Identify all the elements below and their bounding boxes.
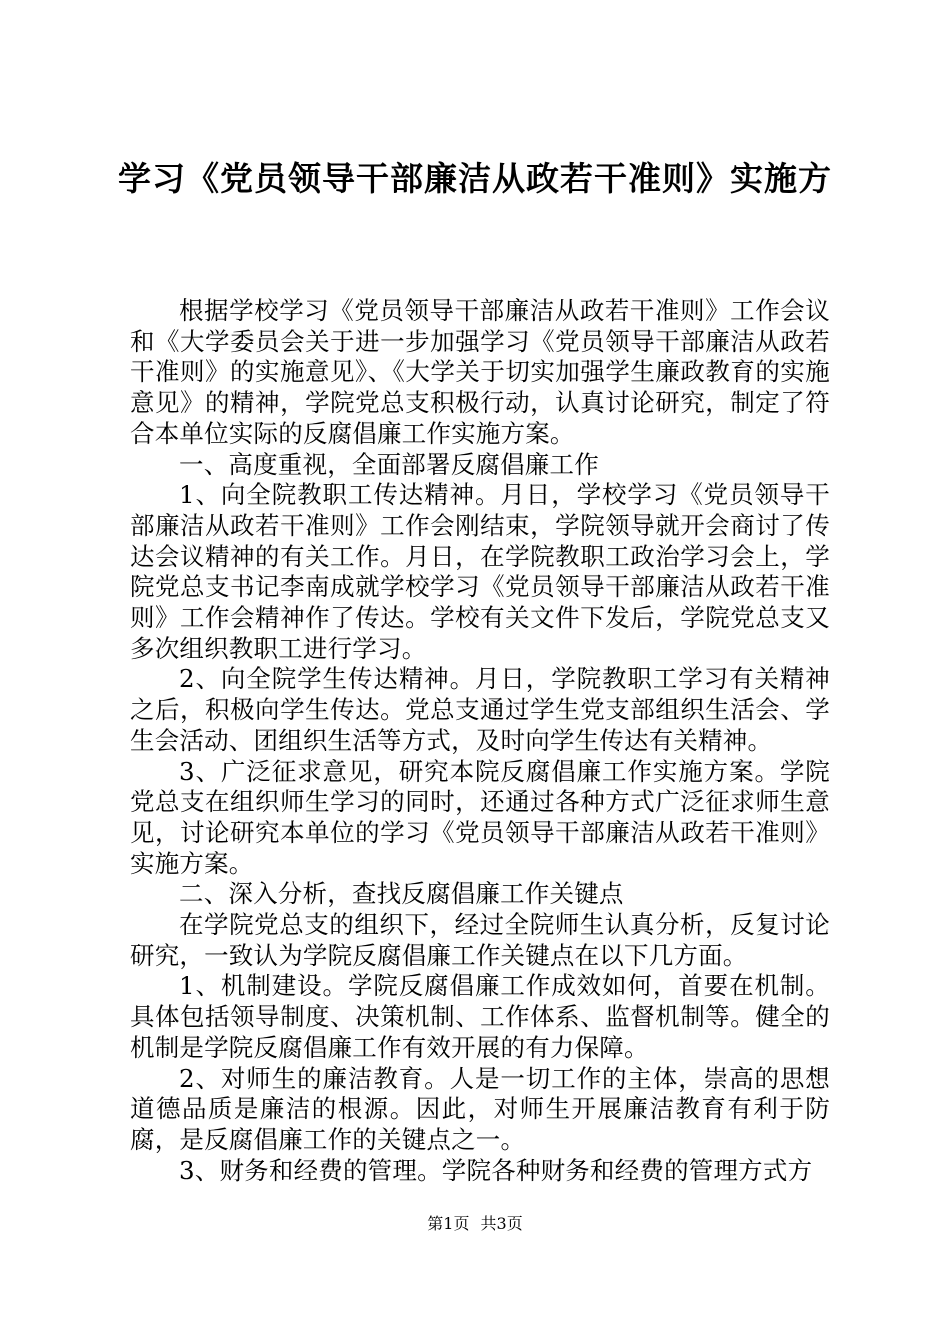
paragraph-1-2: 2、向全院学生传达精神。月日，学院教职工学习有关精神之后，积极向学生传达。党总支通过学生党支部组织生活会、学生会活动、团组织生活等方式，及时向学生传达有关精神。 xyxy=(130,664,830,755)
paragraph-2-1: 1、机制建设。学院反腐倡廉工作成效如何，首要在机制。具体包括领导制度、决策机制、工作体系、监督机制等。健全的机制是学院反腐倡廉工作有效开展的有力保障。 xyxy=(130,971,830,1062)
section-heading-1: 一、高度重视，全面部署反腐倡廉工作 xyxy=(179,449,599,479)
document-title: 学习《党员领导干部廉洁从政若干准则》实施方 xyxy=(118,159,832,198)
page-total: 共3页 xyxy=(480,1214,523,1233)
document-body xyxy=(130,296,830,1186)
paragraph-2-3: 3、财务和经费的管理。学院各种财务和经费的管理方式方 xyxy=(179,1155,813,1185)
paragraph-2-intro: 在学院党总支的组织下，经过全院师生认真分析，反复讨论研究，一致认为学院反腐倡廉工作关键点在以下几方面。 xyxy=(130,910,830,970)
paragraph-1-1: 1、向全院教职工传达精神。月日，学校学习《党员领导干部廉洁从政若干准则》工作会刚结束，学院领导就开会商讨了传达会议精神的有关工作。月日，在学院教职工政治学习会上，学院党总支书记李南成就学校学习《党员领导干部廉洁从政若干准则》工作会精神作了传达。学校有关文件下发后，学院党总支又多次组织教职工进行学习。 xyxy=(130,480,830,663)
paragraph-1-3: 3、广泛征求意见，研究本院反腐倡廉工作实施方案。学院党总支在组织师生学习的同时，还通过各种方式广泛征求师生意见，讨论研究本单位的学习《党员领导干部廉洁从政若干准则》实施方案。 xyxy=(130,756,830,878)
page-footer xyxy=(0,1214,950,1234)
paragraph-intro: 根据学校学习《党员领导干部廉洁从政若干准则》工作会议和《大学委员会关于进一步加强学习《党员领导干部廉洁从政若干准则》的实施意见》、《大学关于切实加强学生廉政教育的实施意见》的精神，学院党总支积极行动，认真讨论研究，制定了符合本单位实际的反腐倡廉工作实施方案。 xyxy=(130,296,830,448)
section-heading-2: 二、深入分析，查找反腐倡廉工作关键点 xyxy=(179,879,624,909)
page-number: 第1页 xyxy=(427,1214,470,1233)
paragraph-2-2: 2、对师生的廉洁教育。人是一切工作的主体，崇高的思想道德品质是廉洁的根源。因此，对师生开展廉洁教育有利于防腐，是反腐倡廉工作的关键点之一。 xyxy=(130,1063,830,1154)
